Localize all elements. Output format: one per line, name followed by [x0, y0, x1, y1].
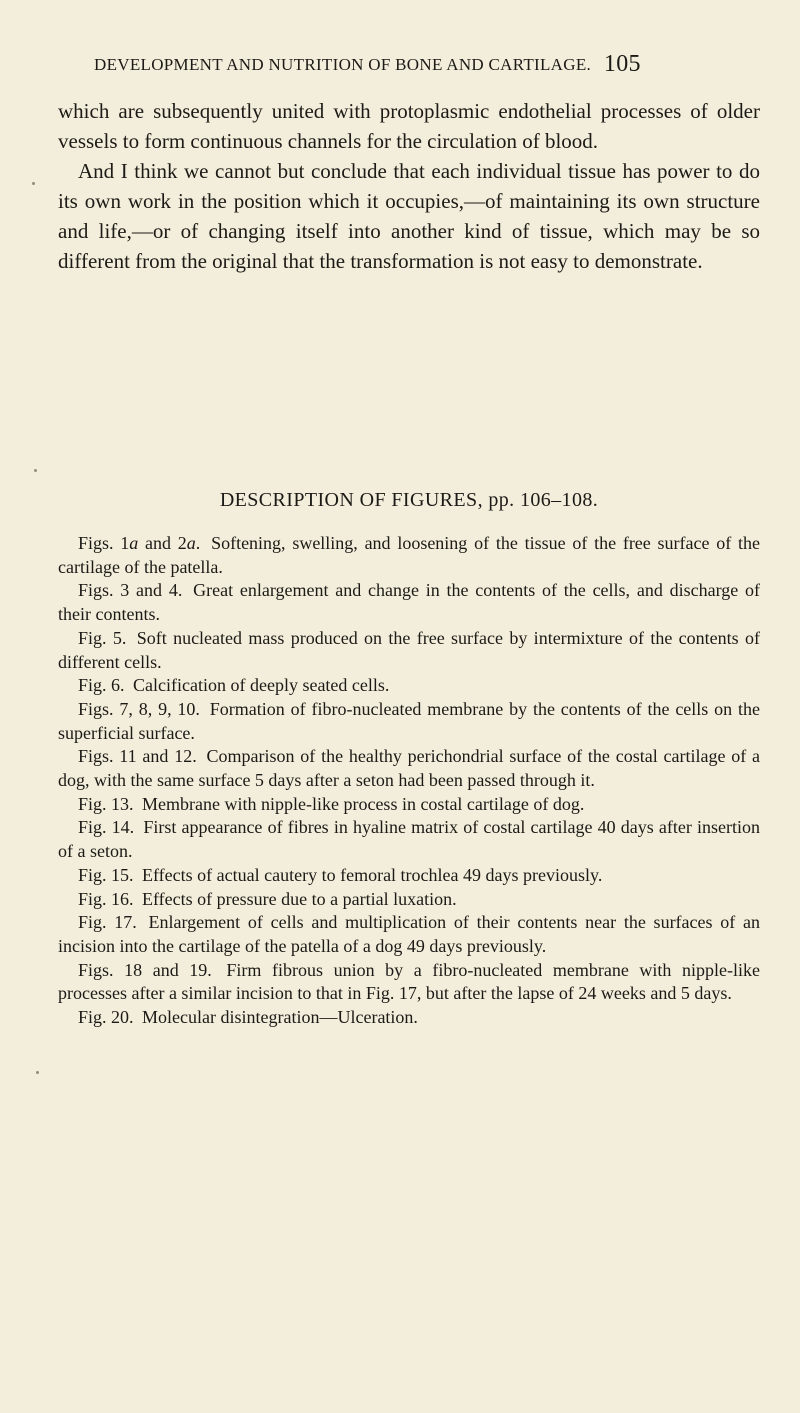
- figure-reference-part: Figs. 1: [78, 533, 130, 553]
- figure-reference-italic: a: [186, 533, 196, 553]
- figure-reference-part: .: [195, 533, 201, 553]
- figure-description-text: Molecular disintegration—Ulceration.: [142, 1007, 418, 1028]
- figure-description-text: Comparison of the healthy perichondrial surface of the costal cartilage of a dog, with the same surface 5 days after a seton had been passed through it.: [58, 746, 761, 791]
- section-heading-title: DESCRIPTION OF FIGURES: [219, 489, 478, 511]
- body-paragraph: which are subsequently united with protoplasmic endothelial processes of older vessels to form continuous channels for the circulation of blood.: [58, 99, 760, 153]
- figure-reference: [78, 533, 200, 553]
- figure-reference: Fig. 20.: [78, 1007, 134, 1028]
- figure-description-entry: [58, 627, 760, 674]
- figure-description-text: First appearance of fibres in hyaline matrix of costal cartilage 40 days after insertion of a seton.: [58, 817, 761, 862]
- figure-description-text: Soft nucleated mass produced on the free surface by intermixture of the contents of different cells.: [58, 627, 761, 672]
- figure-description-entry: [58, 532, 760, 579]
- figure-reference: Fig. 17.: [78, 912, 137, 933]
- figure-description-list: [58, 532, 760, 1030]
- figure-reference: Fig. 13.: [78, 793, 134, 814]
- figure-description-entry: [58, 793, 760, 817]
- ink-speck: [36, 1071, 39, 1074]
- figure-description-text: Great enlargement and change in the contents of the cells, and discharge of their contents.: [58, 580, 760, 625]
- figure-description-entry: [58, 698, 760, 745]
- figure-reference: Figs. 11 and 12.: [78, 746, 197, 767]
- section-heading-pages: , pp. 106–108.: [477, 489, 599, 511]
- body-paragraph: And I think we cannot but conclude that each individual tissue has power to do its own work in the position which it occupies,—of maintaining its own structure and life,—or of changing itself into another kind of tissue, which may be so different from the original that the transformation is not easy to demonstrate.: [58, 159, 760, 273]
- figure-reference: Fig. 6.: [78, 675, 125, 696]
- figure-reference: Figs. 18 and 19.: [78, 959, 212, 980]
- figure-description-text: Effects of actual cautery to femoral trochlea 49 days previously.: [142, 864, 603, 885]
- figure-reference: Fig. 15.: [78, 864, 134, 885]
- section-heading: [58, 489, 760, 512]
- figure-description-entry: [58, 674, 760, 698]
- figure-reference: Fig. 16.: [78, 888, 134, 909]
- figure-reference: Figs. 3 and 4.: [78, 580, 183, 601]
- figure-description-text: Softening, swelling, and loosening of the tissue of the free surface of the cartilage of the patella.: [58, 533, 761, 577]
- figure-reference: Fig. 5.: [78, 627, 127, 648]
- running-head-title: DEVELOPMENT AND NUTRITION OF BONE AND CARTILAGE.: [94, 55, 592, 74]
- figure-description-entry: [58, 579, 760, 626]
- figure-description-entry: [58, 888, 760, 912]
- figure-reference-part: and 2: [138, 533, 187, 553]
- figure-description-entry: [58, 745, 760, 792]
- figure-description-entry: [58, 816, 760, 863]
- figure-reference: Figs. 7, 8, 9, 10.: [78, 698, 200, 719]
- figure-reference-italic: a: [129, 533, 139, 553]
- figure-description-text: Enlargement of cells and multiplication of their contents near the surfaces of an incision into the cartilage of the patella of a dog 49 days previously.: [58, 912, 761, 956]
- figure-description-text: Formation of fibro-nucleated membrane by the contents of the cells on the superficial surface.: [58, 698, 760, 743]
- ink-speck: [34, 469, 37, 472]
- figure-reference: Fig. 14.: [78, 817, 135, 838]
- figure-description-text: Effects of pressure due to a partial luxation.: [142, 888, 457, 909]
- figure-description-entry: [58, 1006, 760, 1030]
- body-text: [58, 96, 760, 276]
- figure-description-entry: [58, 911, 760, 958]
- ink-speck: [32, 182, 35, 185]
- figure-description-text: Firm fibrous union by a fibro-nucleated membrane with nipple-like processes after a similar incision to that in Fig. 17, but after the lapse of 24 weeks and 5 days.: [58, 959, 761, 1004]
- figure-description-entry: [58, 959, 760, 1006]
- figure-description-text: Membrane with nipple-like process in costal cartilage of dog.: [142, 793, 585, 814]
- figure-description-entry: [58, 864, 760, 888]
- figure-description-text: Calcification of deeply seated cells.: [133, 675, 390, 696]
- page-number: 105: [603, 51, 641, 77]
- running-head: [94, 50, 754, 77]
